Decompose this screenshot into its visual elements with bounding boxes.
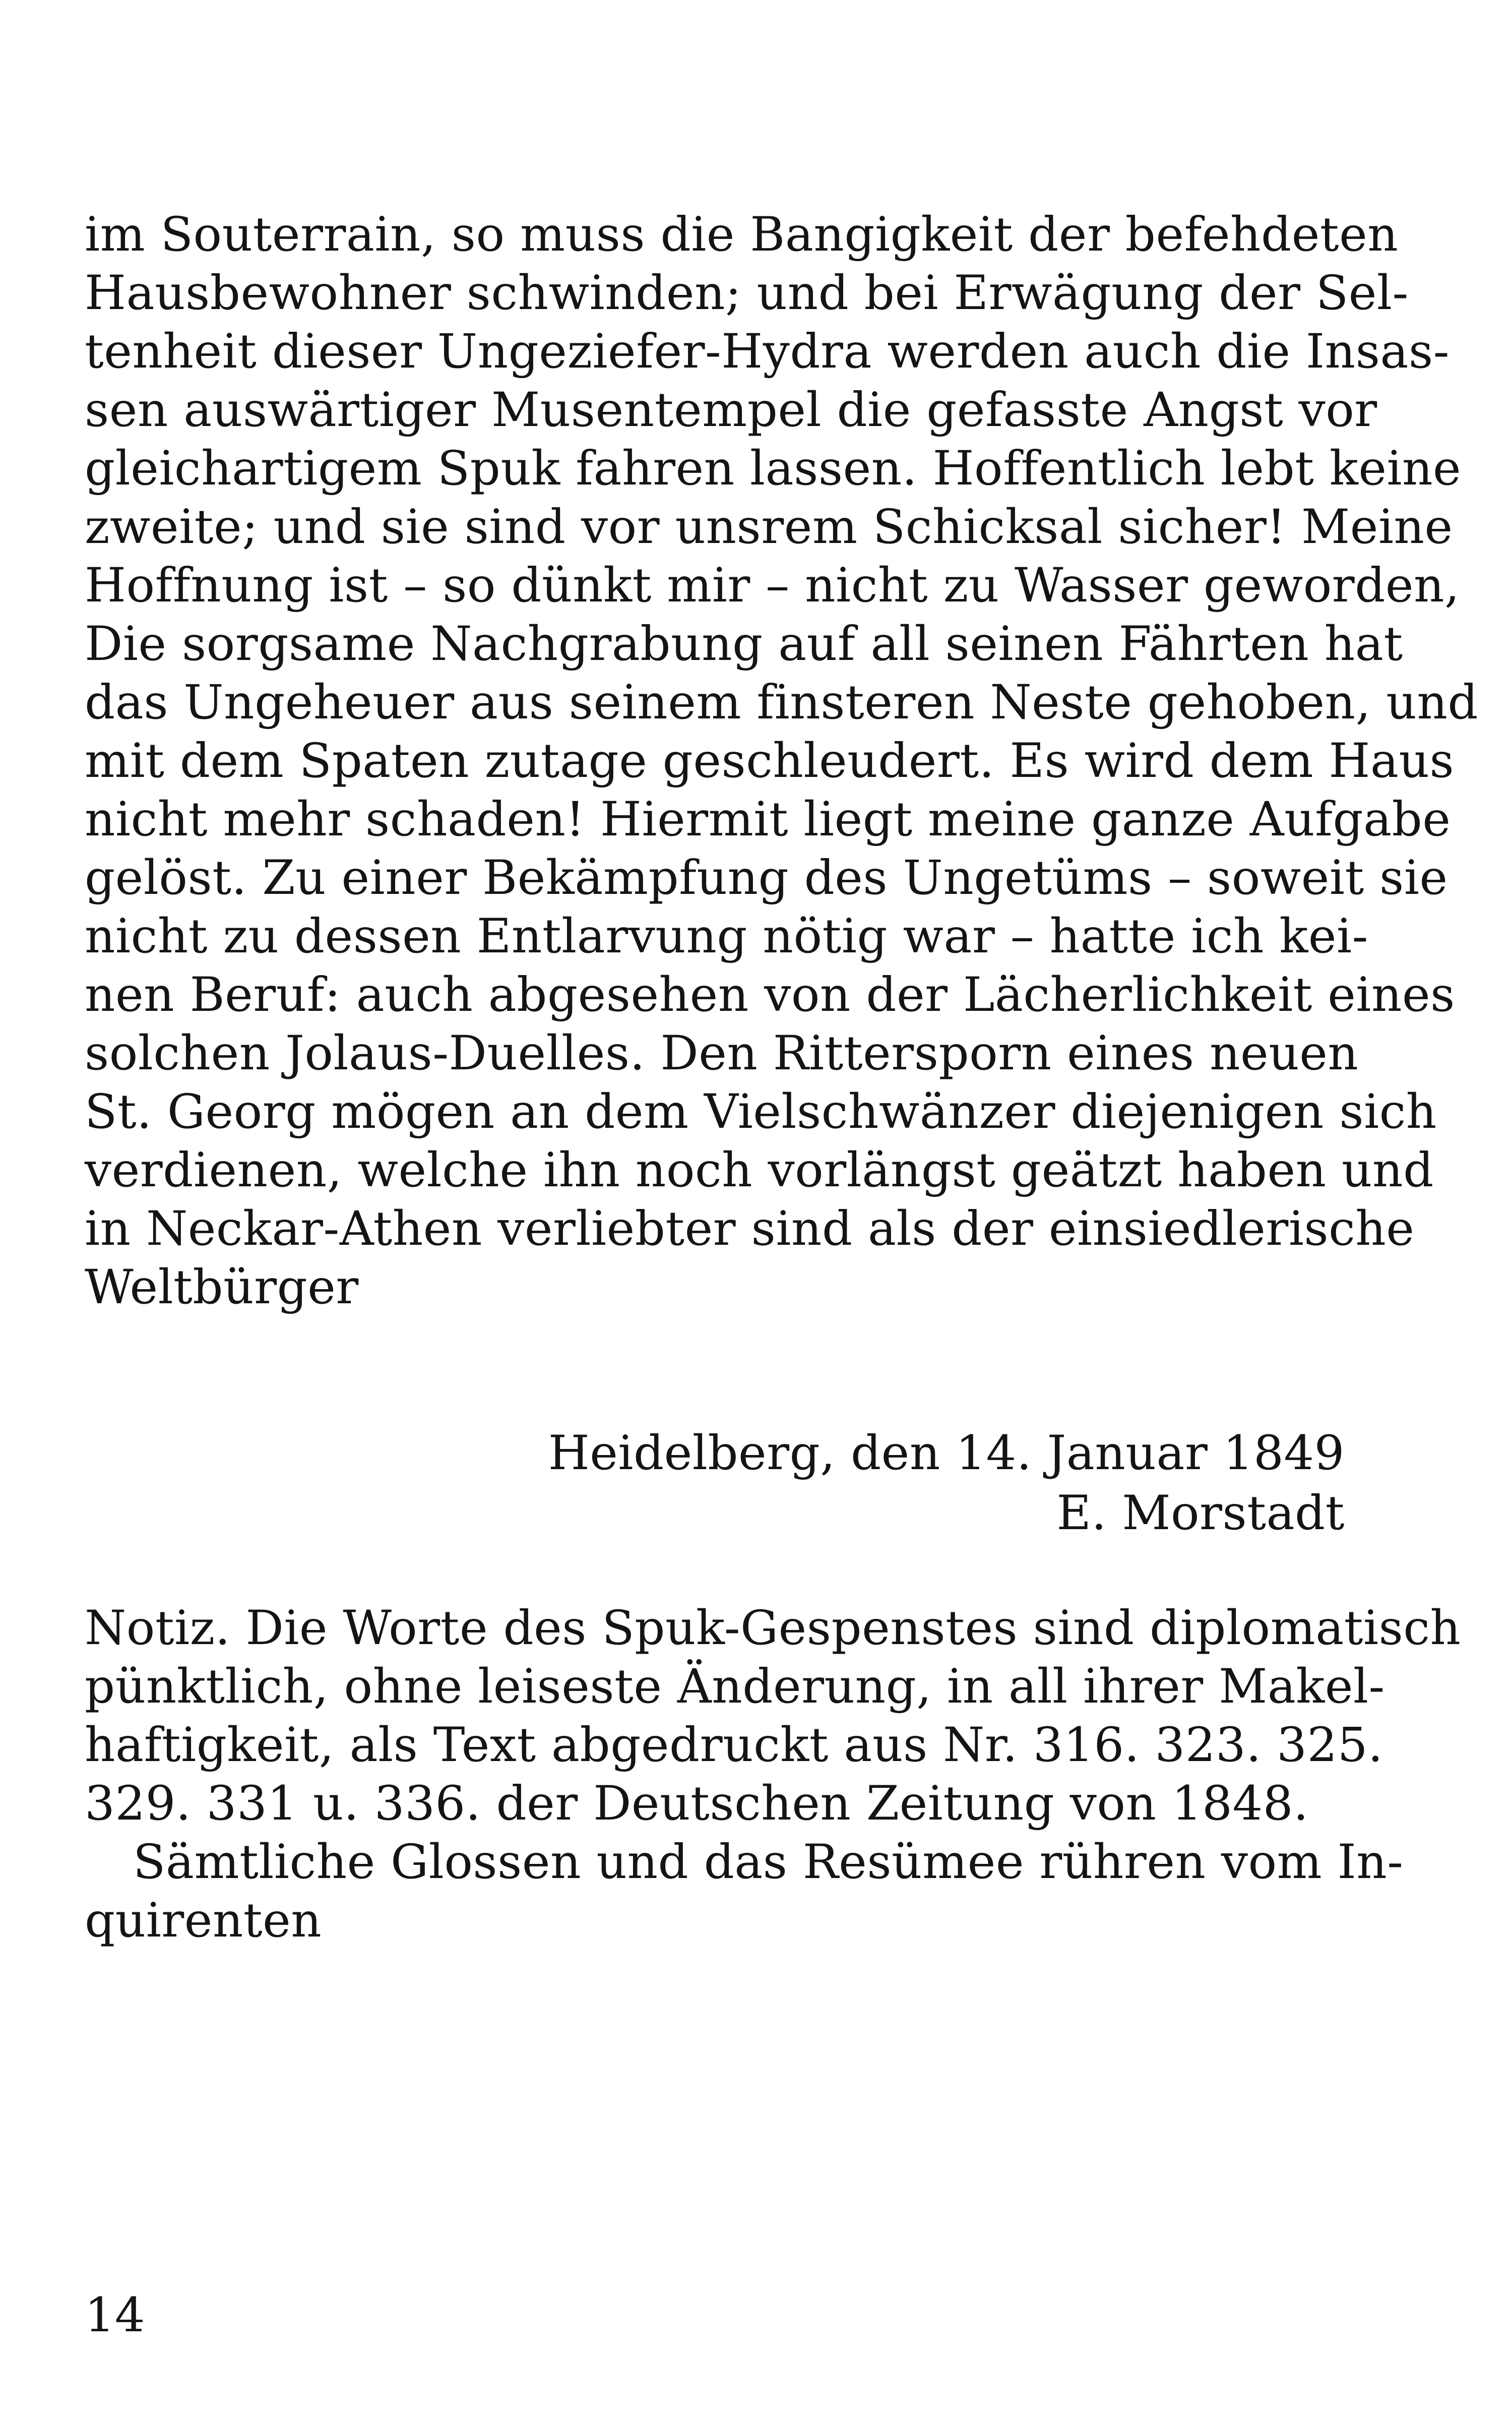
text-line: im Souterrain, so muss die Bangigkeit der befehdeten xyxy=(85,207,1399,262)
text-line: nen Beruf: auch abgesehen von der Lächerlichkeit eines xyxy=(85,967,1455,1022)
note-line: haftigkeit, als Text abgedruckt aus Nr. 316. 323. 325. xyxy=(85,1718,1383,1773)
text-line: Hausbewohner schwinden; und bei Erwägung der Sel- xyxy=(85,266,1409,321)
page-number: 14 xyxy=(85,2288,145,2343)
text-line-last: Weltbürger xyxy=(85,1260,359,1315)
text-line: gelöst. Zu einer Bekämpfung des Ungetüms – soweit sie xyxy=(85,851,1448,905)
text-line: in Neckar-Athen verliebter sind als der einsiedlerische xyxy=(85,1201,1415,1256)
author-name: E. Morstadt xyxy=(1056,1486,1345,1541)
text-line: Hoffnung ist – so dünkt mir – nicht zu Wasser geworden, xyxy=(85,558,1460,613)
text-line: nicht mehr schaden! Hiermit liegt meine ganze Aufgabe xyxy=(85,792,1451,847)
text-line: tenheit dieser Ungeziefer-Hydra werden auch die Insas- xyxy=(85,324,1450,379)
text-line: zweite; und sie sind vor unsrem Schicksal sicher! Meine xyxy=(85,500,1453,555)
text-line: das Ungeheuer aus seinem finsteren Neste gehoben, und xyxy=(85,675,1479,730)
note-continued-line-last: quirenten xyxy=(85,1893,322,1948)
text-line: solchen Jolaus-Duelles. Den Rittersporn eines neuen xyxy=(85,1026,1359,1081)
note-line: pünktlich, ohne leiseste Änderung, in all ihrer Makel- xyxy=(85,1659,1385,1714)
text-line: sen auswärtiger Musentempel die gefasste Angst vor xyxy=(85,383,1377,438)
text-line: St. Georg mögen an dem Vielschwänzer diejenigen sich xyxy=(85,1084,1437,1139)
text-line: nicht zu dessen Entlarvung nötig war – hatte ich kei- xyxy=(85,909,1368,964)
note-continued-line: Sämtliche Glossen und das Resümee rühren vom In- xyxy=(133,1835,1404,1890)
note-line-last: 329. 331 u. 336. der Deutschen Zeitung von 1848. xyxy=(85,1776,1309,1831)
text-line: mit dem Spaten zutage geschleudert. Es wird dem Haus xyxy=(85,734,1455,789)
note-line: Notiz. Die Worte des Spuk-Gespenstes sind diplomatisch xyxy=(85,1601,1461,1656)
text-line: verdienen, welche ihn noch vorlängst geätzt haben und xyxy=(85,1143,1434,1198)
text-line: gleichartigem Spuk fahren lassen. Hoffentlich lebt keine xyxy=(85,441,1462,496)
text-line: Die sorgsame Nachgrabung auf all seinen Fährten hat xyxy=(85,617,1403,672)
place-date: Heidelberg, den 14. Januar 1849 xyxy=(548,1426,1345,1481)
